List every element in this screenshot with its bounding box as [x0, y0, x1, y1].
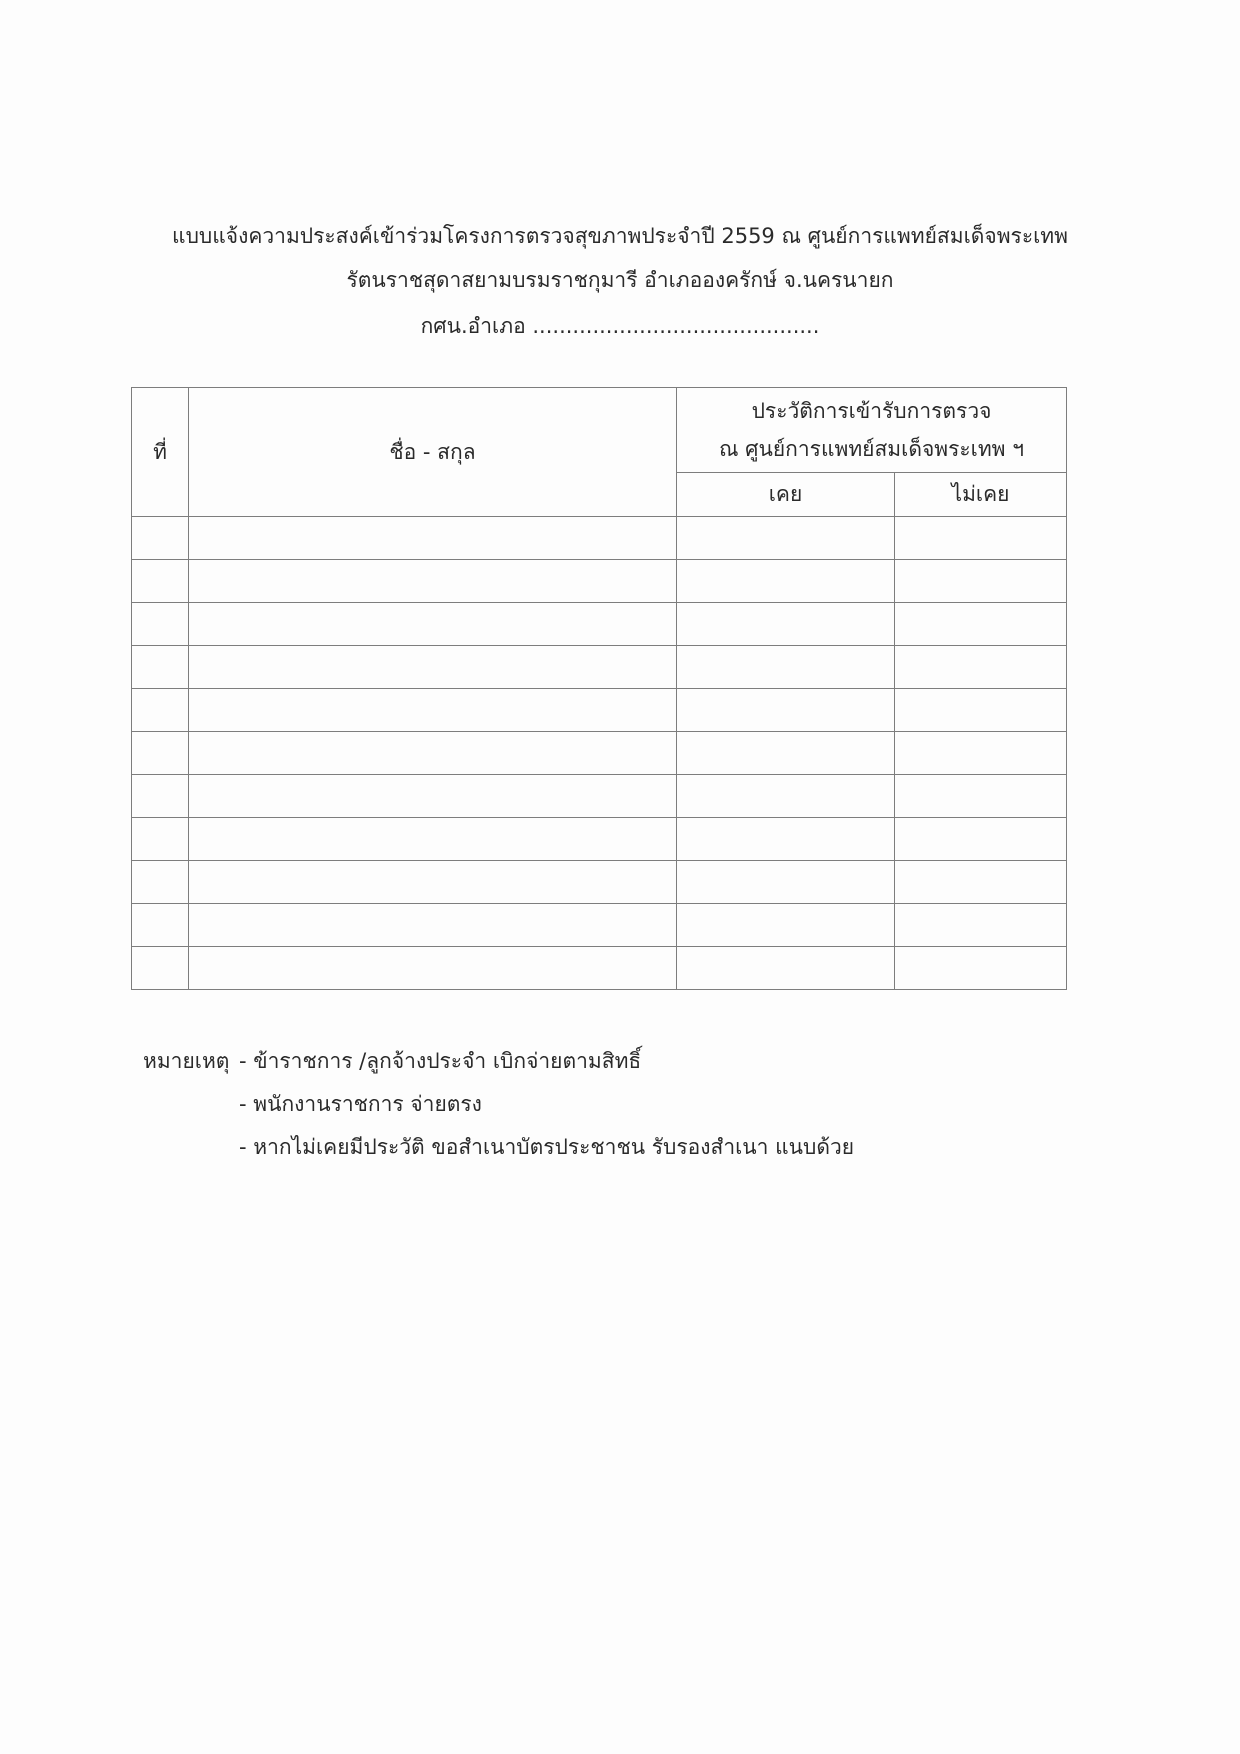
previously-examined-cell	[677, 646, 895, 689]
table-row	[132, 603, 1067, 646]
note-row	[143, 1126, 854, 1169]
name-cell	[189, 689, 677, 732]
previously-examined-cell	[677, 775, 895, 818]
table-row	[132, 775, 1067, 818]
number-cell	[132, 904, 189, 947]
previously-examined-cell	[677, 861, 895, 904]
note-item: - ข้าราชการ /ลูกจ้างประจำ เบิกจ่ายตามสิทธิ์	[239, 1049, 642, 1073]
header-never-examined: ไม่เคย	[895, 473, 1067, 517]
never-examined-cell	[895, 947, 1067, 990]
number-cell	[132, 775, 189, 818]
never-examined-cell	[895, 517, 1067, 560]
previously-examined-cell	[677, 603, 895, 646]
name-cell	[189, 861, 677, 904]
previously-examined-cell	[677, 517, 895, 560]
previously-examined-cell	[677, 560, 895, 603]
previously-examined-cell	[677, 818, 895, 861]
header-exam-history-line-1: ประวัติการเข้ารับการตรวจ	[751, 399, 992, 423]
registration-table	[131, 387, 1067, 990]
previously-examined-cell	[677, 732, 895, 775]
form-title-line-1: แบบแจ้งความประสงค์เข้าร่วมโครงการตรวจสุขภาพประจำปี 2559 ณ ศูนย์การแพทย์สมเด็จพระเทพ	[172, 224, 1068, 248]
previously-examined-cell	[677, 947, 895, 990]
header-exam-history-line-2: ณ ศูนย์การแพทย์สมเด็จพระเทพ ฯ	[719, 437, 1024, 461]
notes-section	[143, 1040, 854, 1169]
name-cell	[189, 560, 677, 603]
number-cell	[132, 818, 189, 861]
name-cell	[189, 904, 677, 947]
name-cell	[189, 775, 677, 818]
name-cell	[189, 517, 677, 560]
never-examined-cell	[895, 689, 1067, 732]
previously-examined-cell	[677, 904, 895, 947]
district-office-line: กศน.อำเภอ ...........................................	[420, 314, 820, 338]
number-cell	[132, 517, 189, 560]
table-row	[132, 646, 1067, 689]
notes-label: หมายเหตุ	[143, 1049, 230, 1073]
number-cell	[132, 861, 189, 904]
header-previously-examined: เคย	[677, 473, 895, 517]
table-row	[132, 904, 1067, 947]
note-row	[143, 1040, 854, 1083]
name-cell	[189, 646, 677, 689]
table-row	[132, 818, 1067, 861]
never-examined-cell	[895, 646, 1067, 689]
table-row	[132, 560, 1067, 603]
note-item: - พนักงานราชการ จ่ายตรง	[239, 1092, 482, 1116]
previously-examined-cell	[677, 689, 895, 732]
name-cell	[189, 603, 677, 646]
number-cell	[132, 646, 189, 689]
note-row	[143, 1083, 854, 1126]
name-cell	[189, 732, 677, 775]
table-row	[132, 947, 1067, 990]
number-cell	[132, 947, 189, 990]
never-examined-cell	[895, 603, 1067, 646]
never-examined-cell	[895, 861, 1067, 904]
name-cell	[189, 818, 677, 861]
table-row	[132, 689, 1067, 732]
table-body	[132, 517, 1067, 990]
table-row	[132, 732, 1067, 775]
note-item: - หากไม่เคยมีประวัติ ขอสำเนาบัตรประชาชน รับรองสำเนา แนบด้วย	[239, 1135, 855, 1159]
number-cell	[132, 560, 189, 603]
header-number: ที่	[132, 388, 189, 517]
header-exam-history	[677, 388, 1067, 473]
number-cell	[132, 603, 189, 646]
table-row	[132, 861, 1067, 904]
form-title-line-2: รัตนราชสุดาสยามบรมราชกุมารี อำเภอองครักษ์ จ.นครนายก	[346, 268, 894, 292]
never-examined-cell	[895, 775, 1067, 818]
never-examined-cell	[895, 818, 1067, 861]
never-examined-cell	[895, 732, 1067, 775]
never-examined-cell	[895, 904, 1067, 947]
number-cell	[132, 689, 189, 732]
name-cell	[189, 947, 677, 990]
header-full-name: ชื่อ - สกุล	[189, 388, 677, 517]
number-cell	[132, 732, 189, 775]
never-examined-cell	[895, 560, 1067, 603]
table-row	[132, 517, 1067, 560]
